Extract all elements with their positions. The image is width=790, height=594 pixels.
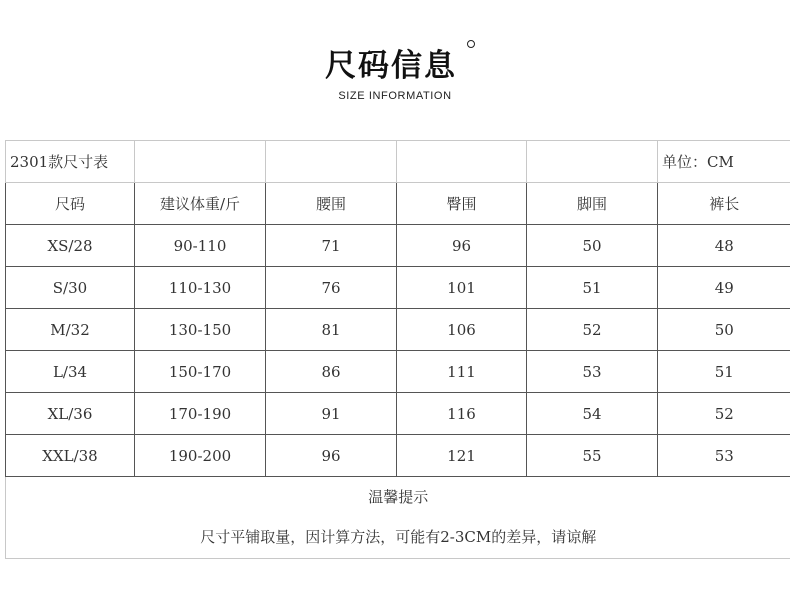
size-table — [5, 140, 790, 559]
table-header-row — [6, 183, 790, 225]
page-title — [325, 40, 457, 85]
table-cell: 76 — [266, 267, 397, 309]
table-cell: 53 — [658, 435, 790, 477]
column-header: 建议体重/斤 — [135, 183, 266, 225]
table-cell: XXL/38 — [6, 435, 135, 477]
table-cell: 52 — [658, 393, 790, 435]
table-cell: 101 — [397, 267, 527, 309]
column-header: 腰围 — [266, 183, 397, 225]
table-row — [6, 435, 790, 477]
table-cell: 54 — [527, 393, 658, 435]
table-cell: 48 — [658, 225, 790, 267]
size-table-body — [6, 141, 790, 559]
table-cell: L/34 — [6, 351, 135, 393]
table-cell: 81 — [266, 309, 397, 351]
notice-title-row — [6, 477, 790, 516]
table-cell: 86 — [266, 351, 397, 393]
column-header: 脚围 — [527, 183, 658, 225]
table-cell: 116 — [397, 393, 527, 435]
table-cell: 130-150 — [135, 309, 266, 351]
page-subtitle: SIZE INFORMATION — [338, 90, 452, 102]
notice-text-row — [6, 515, 790, 559]
table-cell: 106 — [397, 309, 527, 351]
table-cell: 96 — [266, 435, 397, 477]
table-cell: 50 — [527, 225, 658, 267]
table-cell: 51 — [658, 351, 790, 393]
table-row — [6, 309, 790, 351]
empty-cell — [397, 141, 527, 183]
table-cell: 71 — [266, 225, 397, 267]
table-cell: 50 — [658, 309, 790, 351]
table-cell: 111 — [397, 351, 527, 393]
empty-cell — [527, 141, 658, 183]
table-row — [6, 267, 790, 309]
title-degree-mark — [467, 40, 475, 48]
table-cell: 49 — [658, 267, 790, 309]
title-block — [0, 40, 790, 85]
table-cell: 190-200 — [135, 435, 266, 477]
table-cell: 150-170 — [135, 351, 266, 393]
size-chart — [5, 140, 790, 560]
column-header: 尺码 — [6, 183, 135, 225]
model-code-cell: 2301款尺寸表 — [6, 141, 135, 183]
table-cell: 96 — [397, 225, 527, 267]
table-cell: 90-110 — [135, 225, 266, 267]
empty-cell — [135, 141, 266, 183]
table-cell: XL/36 — [6, 393, 135, 435]
table-row — [6, 393, 790, 435]
column-header: 臀围 — [397, 183, 527, 225]
table-row — [6, 351, 790, 393]
empty-cell — [266, 141, 397, 183]
notice-title: 温馨提示 — [6, 477, 790, 516]
table-caption-row — [6, 141, 790, 183]
table-cell: 91 — [266, 393, 397, 435]
table-cell: S/30 — [6, 267, 135, 309]
table-cell: 170-190 — [135, 393, 266, 435]
table-cell: 110-130 — [135, 267, 266, 309]
table-cell: 121 — [397, 435, 527, 477]
page-title-text: 尺码信息 — [325, 48, 457, 84]
table-cell: 53 — [527, 351, 658, 393]
table-cell: XS/28 — [6, 225, 135, 267]
unit-cell: 单位：CM — [658, 141, 790, 183]
column-header: 裤长 — [658, 183, 790, 225]
table-cell: M/32 — [6, 309, 135, 351]
table-cell: 52 — [527, 309, 658, 351]
notice-text: 尺寸平铺取量，因计算方法，可能有2-3CM的差异，请谅解 — [6, 515, 790, 559]
table-row — [6, 225, 790, 267]
table-cell: 55 — [527, 435, 658, 477]
table-cell: 51 — [527, 267, 658, 309]
